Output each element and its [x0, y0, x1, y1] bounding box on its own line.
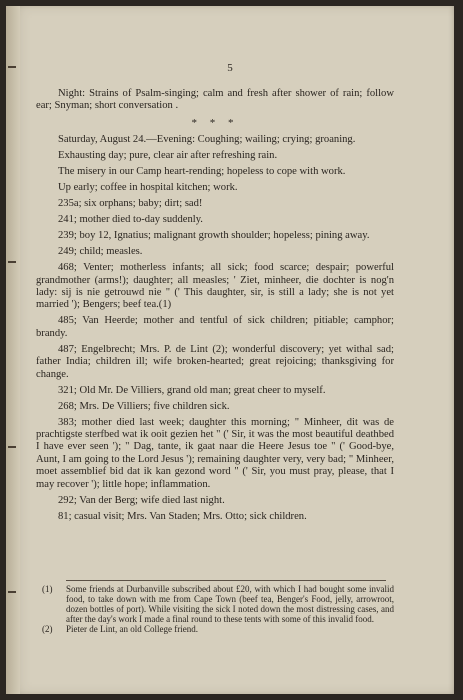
footnote-mark: (2) [42, 624, 53, 634]
diary-text [36, 88, 394, 527]
paragraph: 268; Mrs. De Villiers; five children sick. [58, 400, 230, 412]
paragraph: Saturday, August 24.—Evening: Coughing; wailing; crying; groaning. [58, 134, 356, 146]
paragraph: 487; Engelbrecht; Mrs. P. de Lint (2); wonderful discovery; yet withal sad; father India; children ill; wife broken-hearted; great rejoicing; thanksgiving for change. [36, 343, 394, 380]
paragraph: 383; mother died last week; daughter this morning; " Minheer, dit was de prachtigste sterfbed wat ik ooit gezien het " (' Sir, it was the most beautiful deathbed I have ever seen '); " Dag, tante, ik gaat naar die Heere Jesus toe " (' Good-bye, Aunt, I am going to the Lord Jesus '); remaining daughter very, very bad; " Minheer, moet assemblief bid dat ik kan gezond word " (' Sir, you must pray, please, that I may recover '); little hope; inflammation. [36, 416, 394, 490]
paragraph: 321; Old Mr. De Villiers, grand old man; great cheer to myself. [58, 384, 326, 396]
paragraph: Up early; coffee in hospital kitchen; work. [58, 182, 238, 194]
footnote [42, 624, 394, 634]
paragraph: Night: Strains of Psalm-singing; calm and fresh after shower of rain; follow ear; Snyman; short conversation . [36, 88, 394, 112]
paragraph: 485; Van Heerde; mother and tentful of sick children; pitiable; camphor; brandy. [36, 315, 394, 339]
footnote-text: Some friends at Durbanville subscribed about £20, with which I had bought some invalid food, to take down with me from Cape Town (beef tea, Benger's Food, jelly, arrowroot, dozen bottles of port). While visiting the sick I noted down the most distressing cases, and after the day's work I made a final round to these tents with some of this invalid food. [66, 584, 394, 624]
footnote-rule [66, 580, 386, 581]
binding-stitch [8, 591, 16, 593]
section-separator: * * * [191, 116, 239, 129]
footnotes [42, 584, 394, 634]
binding-stitch [8, 446, 16, 448]
footnote-text: Pieter de Lint, an old College friend. [66, 624, 198, 634]
paragraph: 81; casual visit; Mrs. Van Staden; Mrs. Otto; sick children. [58, 510, 307, 522]
paragraph: The misery in our Camp heart-rending; hopeless to cope with work. [58, 166, 346, 178]
paragraph: 292; Van der Berg; wife died last night. [58, 494, 225, 506]
paragraph: 249; child; measles. [58, 246, 143, 258]
footnote [42, 584, 394, 624]
paragraph: Exhausting day; pure, clear air after refreshing rain. [58, 150, 278, 162]
book-page [6, 6, 454, 694]
paragraph: 235a; six orphans; baby; dirt; sad! [58, 198, 203, 210]
page-number: 5 [227, 62, 233, 74]
binding-stitch [8, 261, 16, 263]
paragraph: 241; mother died to-day suddenly. [58, 214, 203, 226]
footnote-mark: (1) [42, 584, 53, 594]
paragraph: 468; Venter; motherless infants; all sick; food scarce; despair; powerful grandmother (arms!); daughter; all measles; ' Ziet, minheer, die dochter is nog'n lady: sij is nie getrouwd nie " (' This daughter, sir, is still a lady; she is not yet married '); Bengers; beef tea.(1) [36, 262, 394, 311]
paragraph: 239; boy 12, Ignatius; malignant growth shoulder; hopeless; pining away. [58, 230, 370, 242]
